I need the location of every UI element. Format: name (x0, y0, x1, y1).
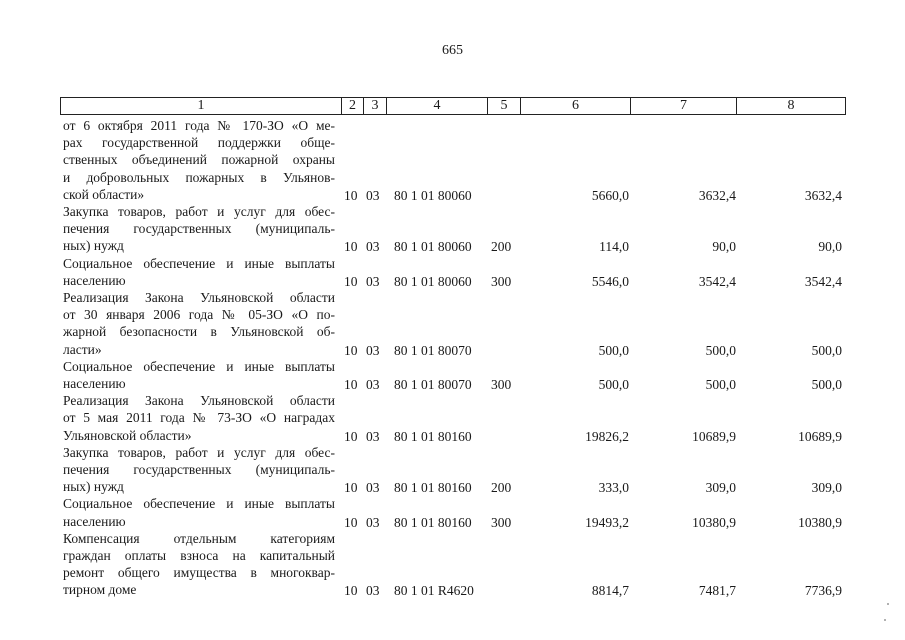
description-line: печения государственных (муниципаль- (63, 462, 335, 477)
description-line: Закупка товаров, работ и услуг для обес- (63, 204, 335, 219)
scan-speck (887, 603, 889, 605)
col-amount-2: 309,0 (705, 480, 736, 496)
col-razdel: 10 (344, 428, 358, 444)
col-target-article: 80 1 01 80060 (394, 187, 472, 203)
description-line: Социальное обеспечение и иные выплаты (63, 358, 335, 374)
col-amount-1: 114,0 (599, 239, 629, 255)
header-col-2: 2 (342, 98, 364, 114)
description-line: и добровольных пожарных в Ульянов- (63, 169, 335, 185)
col-razdel: 10 (344, 583, 358, 599)
col-amount-2: 500,0 (705, 342, 736, 358)
col-amount-3: 10380,9 (798, 514, 842, 530)
col-amount-2: 500,0 (705, 377, 736, 392)
col-amount-2: 10689,9 (692, 428, 736, 444)
col-target-article: 80 1 01 80160 (394, 428, 472, 444)
col-target-article: 80 1 01 80160 (394, 514, 472, 530)
col-amount-1: 500,0 (598, 342, 629, 358)
description-line: ской области» (63, 186, 145, 202)
description-line: Закупка товаров, работ и услуг для обес- (63, 444, 335, 460)
col-target-article: 80 1 01 80070 (394, 377, 472, 392)
description-line: от 5 мая 2011 года № 73-ЗО «О наградах (63, 410, 335, 426)
header-col-1: 1 (61, 98, 342, 114)
description-line: тирном доме (63, 582, 137, 598)
col-razdel: 10 (344, 273, 358, 289)
col-amount-3: 3542,4 (804, 273, 842, 289)
description-line: населению (63, 272, 126, 288)
description-line: рах государственной поддержки обще- (63, 135, 335, 151)
col-razdel: 10 (344, 187, 358, 203)
col-amount-3: 10689,9 (798, 428, 842, 444)
description-line: Социальное обеспечение и иные выплаты (63, 255, 335, 271)
col-amount-3: 7736,9 (804, 583, 842, 599)
col-amount-1: 19826,2 (585, 428, 629, 444)
col-razdel: 10 (344, 377, 358, 392)
col-amount-2: 10380,9 (692, 514, 736, 530)
col-podrazdel: 03 (366, 480, 380, 496)
description-line: Компенсация отдельным категориям (63, 530, 335, 546)
col-razdel: 10 (344, 480, 358, 496)
header-col-8: 8 (787, 98, 795, 113)
description-line: Социальное обеспечение и иные выплаты (63, 496, 335, 512)
description-line: Реализация Закона Ульяновской области (63, 290, 335, 305)
col-amount-1: 19493,2 (585, 514, 629, 530)
description-line: ственных объединений пожарной охраны (63, 152, 335, 168)
col-target-article: 80 1 01 80070 (394, 342, 472, 358)
col-amount-2: 90,0 (712, 239, 736, 255)
col-amount-1: 333,0 (598, 480, 629, 496)
col-podrazdel: 03 (366, 239, 380, 255)
col-expense-type: 200 (491, 480, 512, 496)
header-col-6: 6 (521, 98, 631, 114)
description-line: ных) нужд (63, 238, 124, 254)
col-expense-type: 300 (491, 377, 512, 392)
col-target-article: 80 1 01 80060 (394, 239, 472, 255)
col-amount-3: 309,0 (811, 480, 842, 496)
col-podrazdel: 03 (366, 428, 380, 444)
col-amount-2: 7481,7 (698, 583, 736, 599)
col-amount-1: 8814,7 (591, 583, 629, 599)
col-razdel: 10 (344, 239, 358, 255)
col-expense-type: 300 (491, 273, 512, 289)
description-line: населению (63, 513, 126, 529)
scan-speck (884, 619, 886, 621)
table-row (0, 583, 905, 600)
col-amount-3: 500,0 (811, 342, 842, 358)
col-podrazdel: 03 (366, 583, 380, 599)
description-line: от 6 октября 2011 года № 170-ЗО «О ме- (63, 118, 335, 133)
col-target-article: 80 1 01 80060 (394, 273, 472, 289)
description-line: ремонт общего имущества в многоквар- (63, 565, 335, 581)
col-podrazdel: 03 (366, 187, 380, 203)
col-razdel: 10 (344, 514, 358, 530)
description-line: от 30 января 2006 года № 05-ЗО «О по- (63, 307, 335, 323)
col-expense-type: 300 (491, 514, 512, 530)
description-line: ласти» (63, 341, 102, 357)
description-line: ных) нужд (63, 479, 124, 495)
table-header (60, 97, 846, 115)
col-expense-type: 200 (491, 239, 512, 255)
col-podrazdel: 03 (366, 514, 380, 530)
col-podrazdel: 03 (366, 342, 380, 358)
col-amount-1: 5546,0 (591, 273, 629, 289)
description-line: Ульяновской области» (63, 427, 192, 443)
description-line: жарной безопасности в Ульяновской об- (63, 324, 335, 340)
col-amount-2: 3542,4 (698, 273, 736, 289)
page-number: 665 (442, 43, 463, 58)
col-podrazdel: 03 (366, 377, 380, 392)
col-razdel: 10 (344, 342, 358, 358)
col-podrazdel: 03 (366, 273, 380, 289)
col-amount-1: 500,0 (598, 377, 629, 392)
header-col-4: 4 (387, 98, 488, 114)
col-amount-2: 3632,4 (698, 187, 736, 203)
header-col-5: 5 (488, 98, 521, 114)
description-line: Реализация Закона Ульяновской области (63, 393, 335, 409)
header-col-7: 7 (631, 98, 737, 114)
col-amount-3: 500,0 (811, 377, 842, 392)
description-line: печения государственных (муниципаль- (63, 221, 335, 237)
description-line: населению (63, 376, 126, 391)
col-amount-3: 90,0 (818, 239, 842, 255)
col-target-article: 80 1 01 R4620 (394, 583, 474, 599)
description-line: граждан оплаты взноса на капитальный (63, 548, 335, 563)
col-amount-1: 5660,0 (591, 187, 629, 203)
col-target-article: 80 1 01 80160 (394, 480, 472, 496)
col-amount-3: 3632,4 (804, 187, 842, 203)
header-col-3: 3 (364, 98, 387, 114)
